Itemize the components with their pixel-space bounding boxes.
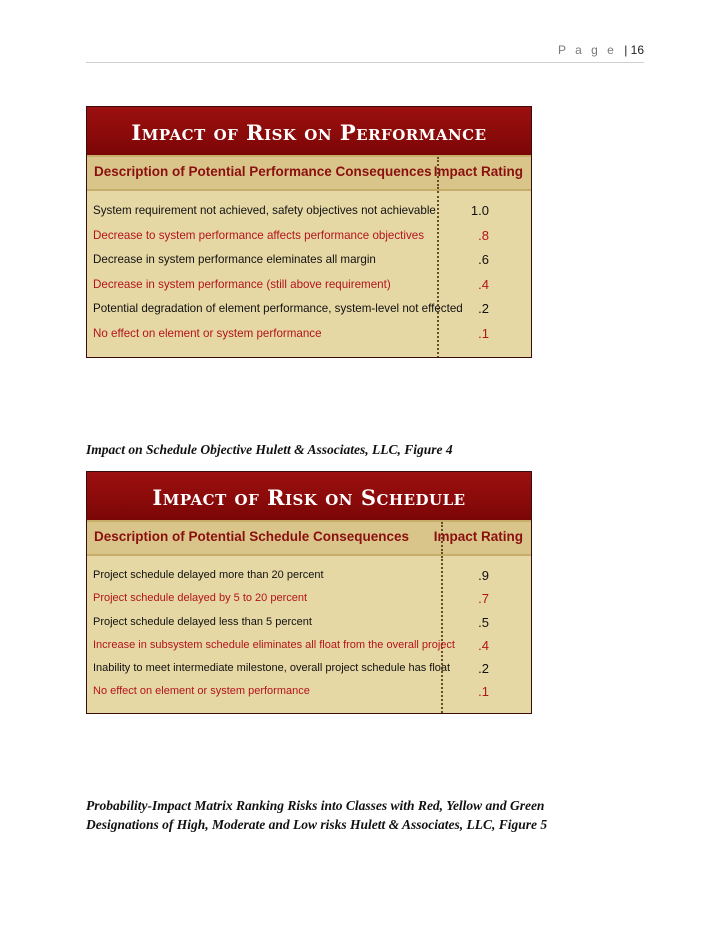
schedule-impact-table (86, 471, 532, 714)
performance-impact-table (86, 106, 532, 358)
table-row (87, 248, 531, 273)
table-row (87, 224, 531, 249)
row-description: Decrease in system performance (still above requirement) (93, 277, 391, 291)
row-description: Project schedule delayed by 5 to 20 percent (93, 592, 308, 605)
figure-caption: Probability-Impact Matrix Ranking Risks into Classes with Red, Yellow and Green Designations of High, Moderate and Low risks Hulett & Associates, LLC, Figure 5 (86, 798, 548, 832)
row-description: No effect on element or system performance (93, 685, 310, 698)
row-rating: .8 (478, 227, 489, 243)
row-description: Project schedule delayed more than 20 percent (93, 569, 324, 581)
row-description: Inability to meet intermediate milestone, overall project schedule has float (93, 662, 451, 675)
row-rating: .1 (478, 325, 489, 341)
row-rating: .4 (478, 276, 489, 292)
row-rating: .5 (478, 614, 489, 630)
row-rating: .2 (478, 301, 489, 316)
table-header-row (87, 155, 531, 191)
description-column-header: Description of Potential Performance Consequences (94, 164, 432, 179)
table-title: Impact of Risk on Schedule (87, 472, 531, 520)
row-description: Decrease to system performance affects performance objectives (93, 228, 424, 242)
row-rating: .1 (478, 684, 489, 700)
table-body (87, 191, 531, 346)
row-description: Increase in subsystem schedule eliminates all float from the overall project (93, 638, 455, 651)
table-body (87, 556, 531, 704)
table-row (87, 634, 531, 657)
row-description: No effect on element or system performance (93, 326, 322, 340)
row-description: System requirement not achieved, safety objectives not achievable (93, 204, 436, 217)
table-title: Impact of Risk on Performance (87, 107, 531, 155)
table-row (87, 611, 531, 634)
row-description: Project schedule delayed less than 5 percent (93, 615, 312, 628)
row-rating: .2 (478, 661, 489, 677)
table-row (87, 273, 531, 298)
table-row (87, 680, 531, 703)
page-header (558, 43, 644, 57)
table-row (87, 657, 531, 680)
page-label: P a g e (558, 43, 617, 57)
table-header-row (87, 520, 531, 556)
row-rating: 1.0 (470, 203, 489, 218)
row-rating: .7 (478, 591, 489, 607)
row-description: Decrease in system performance eleminates all margin (93, 253, 376, 266)
row-description: Potential degradation of element performance, system-level not effected (93, 302, 463, 315)
table-row (87, 199, 531, 224)
row-rating: .9 (478, 568, 489, 583)
rating-column-header: Impact Rating (433, 164, 523, 179)
table-row (87, 297, 531, 322)
page-number: | 16 (624, 43, 644, 57)
table-row (87, 587, 531, 610)
row-rating: .4 (478, 637, 489, 653)
table-row (87, 564, 531, 587)
description-column-header: Description of Potential Schedule Consequences (94, 529, 410, 544)
table-row (87, 322, 531, 347)
row-rating: .6 (478, 252, 489, 267)
figure-caption: Impact on Schedule Objective Hulett & Associates, LLC, Figure 4 (86, 442, 453, 457)
rating-column-header: Impact Rating (433, 529, 523, 544)
header-rule (86, 62, 644, 63)
